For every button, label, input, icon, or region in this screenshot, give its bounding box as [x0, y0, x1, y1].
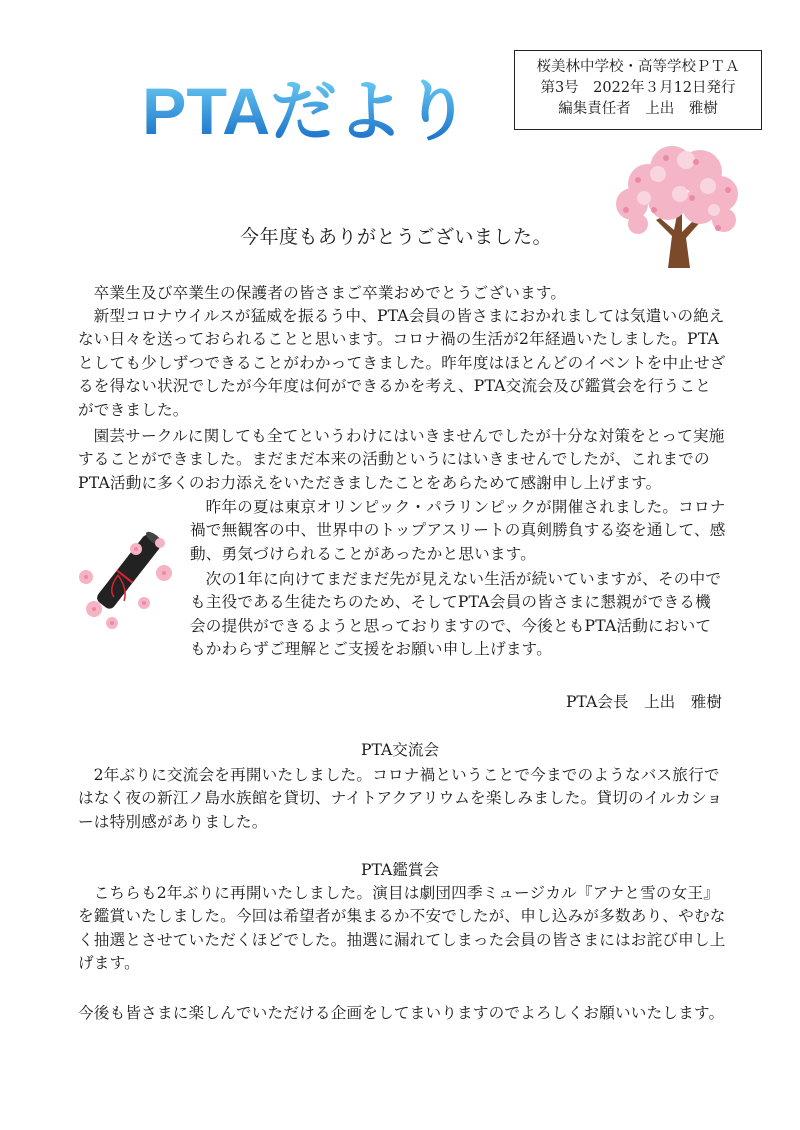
closing-paragraph: 今後も皆さまに楽しんでいただける企画をしてまいりますのでよろしくお願いいたします。 — [78, 1004, 725, 1022]
diploma-scroll-illustration — [74, 515, 182, 633]
greeting-paragraph-5: 次の1年に向けてまだまだ先が見えない生活が続いていますが、その中でも主役である生徒たちのため、そしてPTA会員の皆さまに懇親ができる機会の提供ができるようと思っておりますので、今後ともPTA活動においてもかわらずご理解とご支援をお願い申し上げます。 — [190, 570, 722, 659]
greeting-paragraph-2: 新型コロナウイルスが猛威を振るう中、PTA会員の皆さまにおかれましては気遣いの絶えない日々を送っておられることと思います。コロナ禍の生活が2年経過いたしました。PTAとしても少しずつできることがわかってきました。昨年度はほとんどのイベントを中止せざるを得ない状況でしたが今年度は何ができるかを考え、PTA交流会及び鑑賞会を行うことができました。 — [78, 307, 726, 419]
greeting-paragraph-4: 昨年の夏は東京オリンピック・パラリンピックが開催されました。コロナ禍で無観客の中、世界中のトップアスリートの真剣勝負する姿を通して、感動、勇気づけられることがあったかと思います。 — [190, 498, 726, 563]
cherry-tree-illustration — [608, 140, 748, 268]
greeting-paragraph-3: 園芸サークルに関しても全てというわけにはいきませんでしたが十分な対策をとって実施することができました。まだまだ本来の活動というにはいきませんでしたが、これまでのPTA活動に多くのお力添えをいただきましたことをあらためて感謝申し上げます。 — [78, 427, 725, 492]
school-name: 桜美林中学校・高等学校ＰＴＡ — [536, 59, 740, 75]
exchange-section-body: 2年ぶりに交流会を再開いたしました。コロナ禍ということで今までのようなバス旅行ではなく夜の新江ノ島水族館を貸切、ナイトアクアリウムを楽しみました。貸切のイルカショーは特別感がありました。 — [78, 766, 723, 831]
signature: PTA会長 上出 雅樹 — [565, 693, 722, 711]
greeting-paragraph-1: 卒業生及び卒業生の保護者の皆さまご卒業おめでとうございます。 — [93, 284, 567, 302]
logo-text: PTAだより — [142, 74, 470, 148]
pta-dayori-logo — [142, 68, 472, 148]
appreciation-section-title: PTA鑑賞会 — [360, 861, 440, 879]
editor-name: 編集責任者 上出 雅樹 — [558, 101, 718, 117]
exchange-section-title: PTA交流会 — [360, 741, 440, 759]
issue-info-box — [514, 50, 762, 130]
issue-date: 第3号 2022年３月12日発行 — [540, 80, 736, 96]
appreciation-section-body: こちらも2年ぶりに再開いたしました。演目は劇団四季ミュージカル『アナと雪の女王』を鑑賞いたしました。今回は希望者が集まるか不安でしたが、申し込みが多数あり、やむなく抽選とさせていただくほどでした。抽選に漏れてしまった会員の皆さまにはお詫び申し上げます。 — [78, 884, 726, 973]
headline: 今年度もありがとうございました。 — [240, 226, 553, 248]
